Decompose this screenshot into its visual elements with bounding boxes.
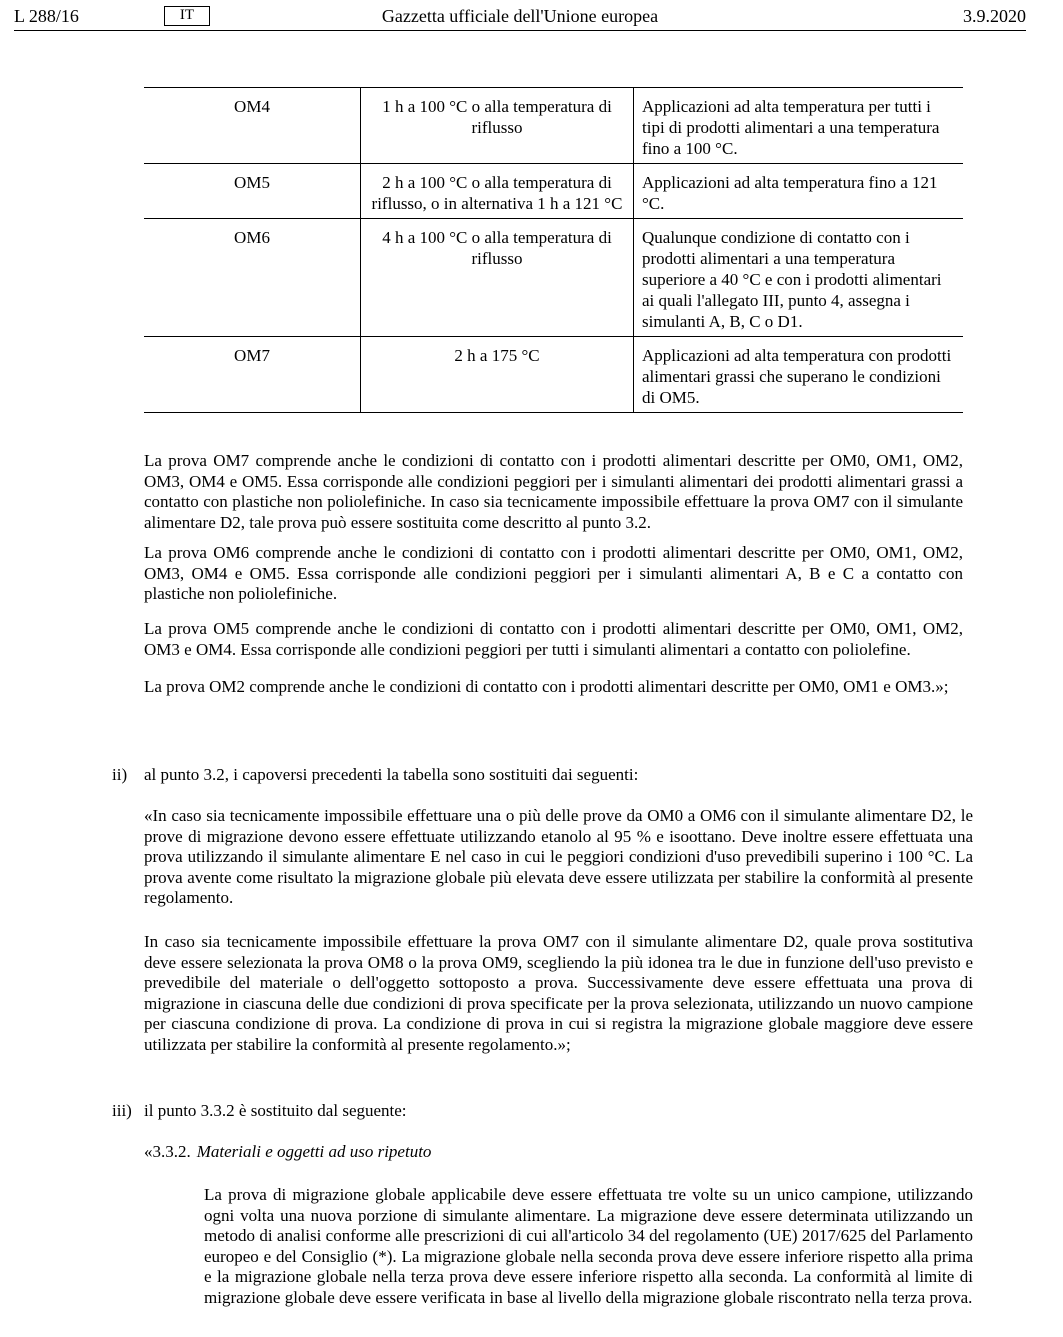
test-code-cell: OM7 — [144, 337, 361, 413]
contact-condition-cell: 2 h a 100 °C o alla temperatura di riflusso, o in alternativa 1 h a 121 °C — [361, 164, 634, 219]
page-reference: L 288/16 — [14, 6, 79, 26]
point-ii-marker: ii) — [112, 765, 128, 784]
test-code-cell: OM6 — [144, 219, 361, 337]
section-332-paragraph: La prova di migrazione globale applicabile deve essere effettuata tre volte su un unico campione, utilizzando ogni volta una nuova porzione di simulante alimentare. La migrazione deve essere determinata utilizzando un metodo di analisi conforme alle prescrizioni di cui all'articolo 34 del regolamento (UE) 2017/625 del Parlamento europeo e del Consiglio (*). La migrazione globale nella seconda prova deve essere inferiore rispetto alla prima e la migrazione globale nella terza prova deve essere inferiore rispetto alla seconda. La conformità al limite di migrazione globale deve essere verificata in base al livello della migrazione globale riscontrato nella terza prova. — [204, 1185, 973, 1307]
point-iii-marker: iii) — [112, 1101, 132, 1120]
journal-title: Gazzetta ufficiale dell'Unione europea — [381, 6, 659, 26]
table-row — [144, 164, 963, 219]
point-ii-text: al punto 3.2, i capoversi precedenti la tabella sono sostituiti dai seguenti: — [144, 765, 639, 784]
section-number: «3.3.2. — [144, 1142, 191, 1161]
table-row — [144, 88, 963, 164]
language-badge: IT — [164, 6, 210, 26]
application-cell: Qualunque condizione di contatto con i prodotti alimentari a una temperatura superiore a 40 °C e con i prodotti alimentari ai quali l'allegato III, punto 4, assegna i simulanti A, B, C o D1. — [634, 219, 964, 337]
application-cell: Applicazioni ad alta temperatura per tutti i tipi di prodotti alimentari a una temperatura fino a 100 °C. — [634, 88, 964, 164]
contact-condition-cell: 1 h a 100 °C o alla temperatura di riflusso — [361, 88, 634, 164]
point-iii-text: il punto 3.3.2 è sostituito dal seguente: — [144, 1101, 407, 1120]
paragraph-om7: La prova OM7 comprende anche le condizioni di contatto con i prodotti alimentari descritte per OM0, OM1, OM2, OM3, OM4 e OM5. Essa corrisponde alle condizioni peggiori per i simulanti alimentari dei prodotti alimentari grassi a contatto con plastiche non poliolefiniche. In caso sia tecnicamente impossibile effettuare la prova OM7 con il simulante alimentare D2, tale prova può essere sostituita come descritto al punto 3.2. — [144, 451, 963, 532]
quoted-paragraph-1: «In caso sia tecnicamente impossibile effettuare una o più delle prove da OM0 a OM6 con il simulante alimentare D2, le prove di migrazione devono essere effettuate utilizzando etanolo al 95 % e isoottano. Deve inoltre essere effettuata una prova utilizzando il simulante alimentare E nel caso in cui le peggiori condizioni d'uso prevedibili superino i 100 °C. La prova avente come risultato la migrazione globale più elevata deve essere utilizzata per stabilire la conformità al presente regolamento. — [144, 806, 973, 907]
section-heading-332 — [144, 1142, 431, 1163]
test-code-cell: OM5 — [144, 164, 361, 219]
contact-condition-cell: 2 h a 175 °C — [361, 337, 634, 413]
application-cell: Applicazioni ad alta temperatura fino a 121 °C. — [634, 164, 964, 219]
quoted-paragraph-2: In caso sia tecnicamente impossibile effettuare la prova OM7 con il simulante alimentare D2, quale prova sostitutiva deve essere selezionata la prova OM8 o la prova OM9, scegliendo la più idonea tra le due in funzione dell'uso previsto e prevedibile del materiale o dell'oggetto sottoposto a prova. Successivamente deve essere effettuata una prova di migrazione in ciascuna delle due condizioni di prova specificate per la prova selezionata, utilizzando un nuovo campione per ciascuna condizione di prova. La condizione di prova in cui si registra la migrazione globale maggiore deve essere utilizzata per stabilire la conformità al presente regolamento.»; — [144, 932, 973, 1054]
paragraph-om5: La prova OM5 comprende anche le condizioni di contatto con i prodotti alimentari descritte per OM0, OM1, OM2, OM3 e OM4. Essa corrisponde alle condizioni peggiori per tutti i simulanti alimentari a contatto con poliolefine. — [144, 619, 963, 659]
publication-date: 3.9.2020 — [963, 6, 1026, 26]
page-header — [14, 4, 1026, 31]
contact-condition-cell: 4 h a 100 °C o alla temperatura di riflusso — [361, 219, 634, 337]
table-row — [144, 219, 963, 337]
test-conditions-table — [144, 87, 963, 413]
application-cell: Applicazioni ad alta temperatura con prodotti alimentari grassi che superano le condizioni di OM5. — [634, 337, 964, 413]
table-row — [144, 337, 963, 413]
paragraph-om2: La prova OM2 comprende anche le condizioni di contatto con i prodotti alimentari descritte per OM0, OM1 e OM3.»; — [144, 677, 949, 696]
paragraph-om6: La prova OM6 comprende anche le condizioni di contatto con i prodotti alimentari descritte per OM0, OM1, OM2, OM3, OM4 e OM5. Essa corrisponde alle condizioni peggiori per i simulanti alimentari A, B e C a contatto con plastiche non poliolefiniche. — [144, 543, 963, 603]
section-title: Materiali e oggetti ad uso ripetuto — [196, 1142, 432, 1161]
test-code-cell: OM4 — [144, 88, 361, 164]
